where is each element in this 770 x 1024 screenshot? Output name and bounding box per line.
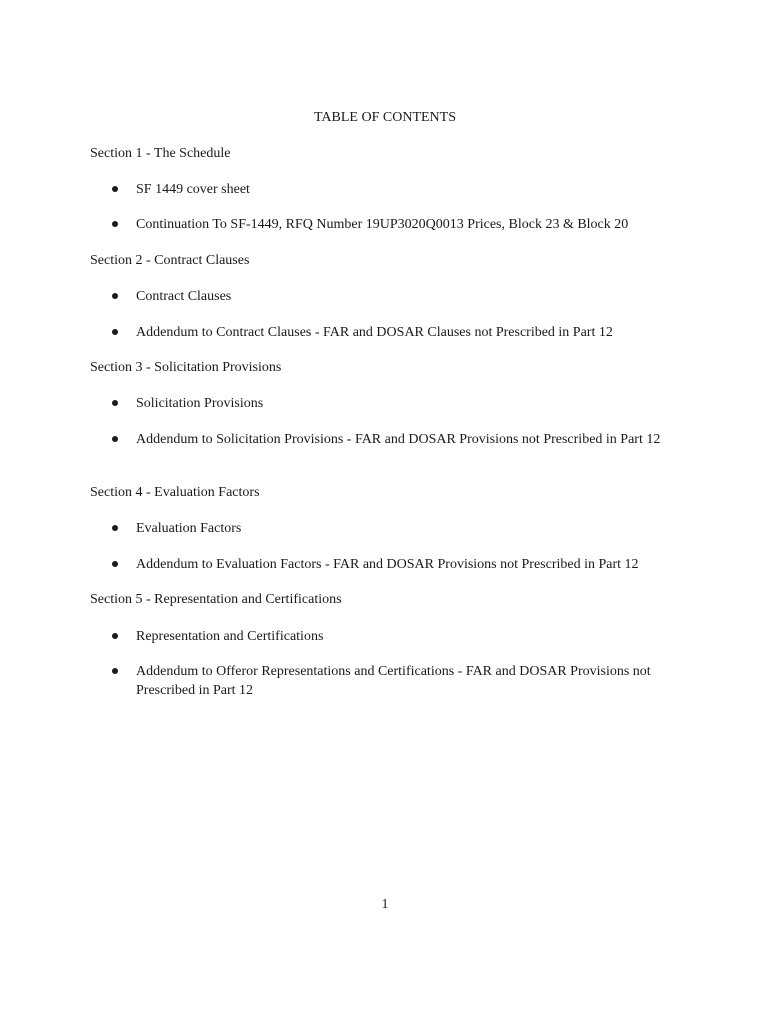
bullet-icon — [112, 329, 118, 335]
section-heading-3: Section 3 - Solicitation Provisions — [90, 360, 282, 375]
list-item-text: Addendum to Solicitation Provisions - FAR and DOSAR Provisions not Prescribed in Part 12 — [136, 432, 661, 447]
list-item-text: Solicitation Provisions — [136, 396, 264, 411]
toc-title: TABLE OF CONTENTS — [314, 110, 456, 125]
list-item-text: Addendum to Contract Clauses - FAR and DOSAR Clauses not Prescribed in Part 12 — [136, 325, 613, 340]
section-heading-1: Section 1 - The Schedule — [90, 146, 231, 161]
bullet-icon — [112, 561, 118, 567]
section-heading-5: Section 5 - Representation and Certifications — [90, 592, 342, 607]
section-heading-2: Section 2 - Contract Clauses — [90, 253, 250, 268]
bullet-icon — [112, 668, 118, 674]
bullet-icon — [112, 186, 118, 192]
list-item-text: Continuation To SF-1449, RFQ Number 19UP3020Q0013 Prices, Block 23 & Block 20 — [136, 217, 629, 232]
bullet-icon — [112, 436, 118, 442]
bullet-icon — [112, 525, 118, 531]
bullet-icon — [112, 293, 118, 299]
list-item-text: Contract Clauses — [136, 289, 232, 304]
list-item-text: Addendum to Evaluation Factors - FAR and DOSAR Provisions not Prescribed in Part 12 — [136, 557, 639, 572]
bullet-icon — [112, 221, 118, 227]
list-item-text: Evaluation Factors — [136, 521, 242, 536]
list-item-text: Addendum to Offeror Representations and Certifications - FAR and DOSAR Provisions not Prescribed in Part 12 — [136, 664, 651, 698]
list-item-text: Representation and Certifications — [136, 629, 324, 644]
section-heading-4: Section 4 - Evaluation Factors — [90, 485, 260, 500]
bullet-icon — [112, 400, 118, 406]
page-number: 1 — [381, 897, 389, 912]
bullet-icon — [112, 633, 118, 639]
list-item-text: SF 1449 cover sheet — [136, 182, 250, 197]
